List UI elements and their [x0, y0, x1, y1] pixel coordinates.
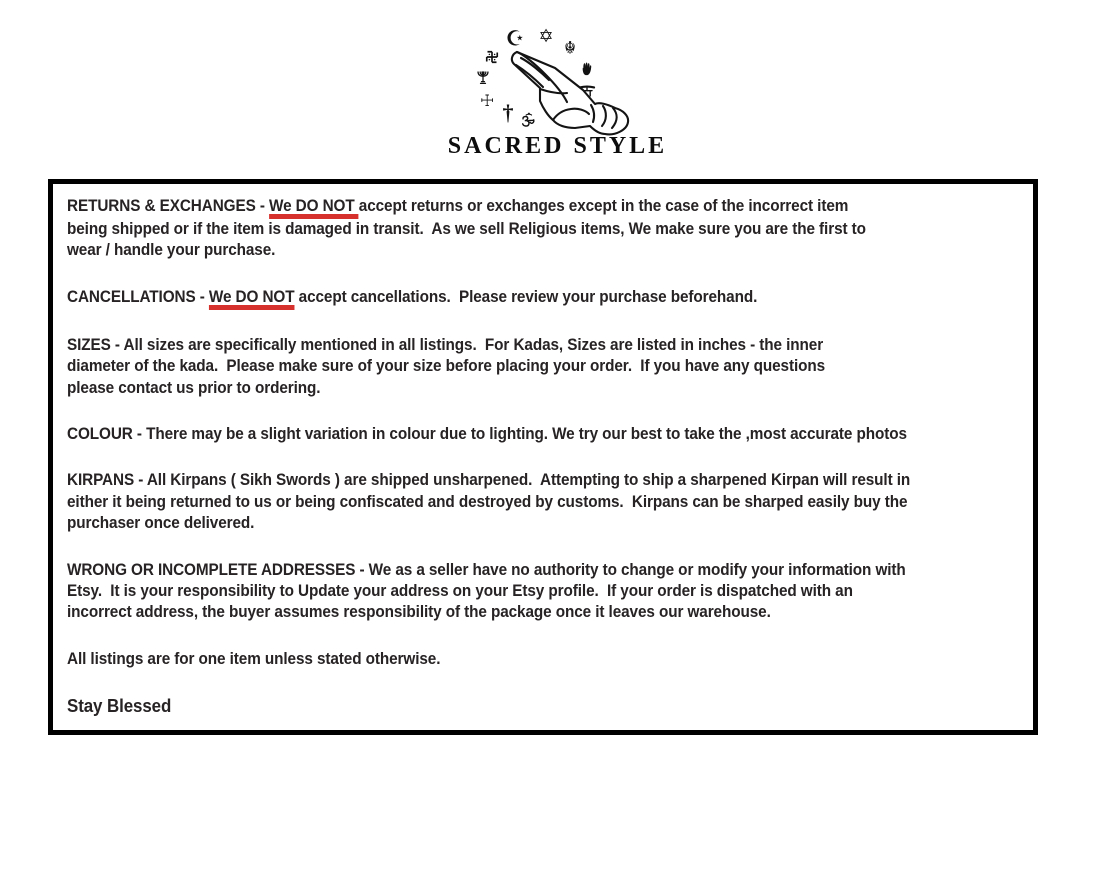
policy-text-line [67, 240, 962, 261]
policy-paragraph-wrong-or-incomplete-addresses [67, 560, 1019, 624]
policy-text-segment: SIZES - All sizes are specifically mentioned in all listings. For Kadas, Sizes are listed in inches - the inner [67, 335, 824, 354]
policy-text-line [67, 196, 962, 219]
policy-text-line [67, 470, 962, 491]
policy-text-line [67, 356, 962, 377]
policy-text-line [67, 492, 962, 513]
khanda-icon: ☬ [563, 38, 577, 59]
policy-text-line [67, 695, 962, 717]
policy-text-line [67, 649, 962, 670]
policy-paragraph-kirpans [67, 470, 1019, 534]
policy-text-line [67, 335, 962, 356]
policy-text-segment: Etsy. It is your responsibility to Update your address on your Etsy profile. If your order is dispatched with an [67, 582, 853, 601]
policy-text-segment: purchaser once delivered. [67, 514, 255, 533]
policy-text-segment: please contact us prior to ordering. [67, 378, 321, 397]
policy-paragraph-colour [67, 424, 1019, 445]
policy-text-segment: COLOUR - There may be a slight variation in colour due to lighting. We try our best to take the ,most accurate photos [67, 425, 907, 444]
policy-text-segment: accept cancellations. Please review your purchase beforehand. [294, 287, 758, 306]
policy-paragraph-single-item-note [67, 649, 1019, 670]
policy-text-segment: KIRPANS - All Kirpans ( Sikh Swords ) are shipped unsharpened. Attempting to ship a sharpened Kirpan will result in [67, 471, 911, 490]
cross-crosslet-icon: ☩ [479, 91, 495, 110]
policy-text-segment: CANCELLATIONS - [67, 287, 209, 306]
policy-paragraphs [67, 196, 1019, 717]
policy-text-line [67, 560, 962, 581]
brand-name: SACRED STYLE [447, 133, 668, 159]
menorah-icon [475, 69, 492, 86]
policy-paragraph-returns-exchanges [67, 196, 1019, 262]
red-underline-emphasis: We DO NOT [269, 199, 359, 219]
policy-text-segment: WRONG OR INCOMPLETE ADDRESSES - We as a seller have no authority to change or modify your information with [67, 560, 906, 579]
policy-text-line [67, 602, 962, 623]
policy-text-segment: All listings are for one item unless stated otherwise. [67, 649, 441, 668]
policy-text-line [67, 513, 962, 534]
policy-text-segment: RETURNS & EXCHANGES - [67, 197, 270, 215]
policy-paragraph-cancellations [67, 287, 1019, 310]
policy-text-line [67, 287, 962, 310]
policy-paragraph-sizes [67, 335, 1019, 399]
policy-text-segment: wear / handle your purchase. [67, 241, 276, 260]
latin-cross-icon: † [502, 100, 514, 125]
policy-text-segment: accept returns or exchanges except in the case of the incorrect item [358, 197, 849, 215]
policy-text-segment: incorrect address, the buyer assumes responsibility of the package once it leaves our warehouse. [67, 603, 771, 622]
star-of-david-icon: ✡ [538, 26, 554, 47]
policy-text-line [67, 581, 962, 602]
policy-box [48, 179, 1038, 735]
policy-text-segment: diameter of the kada. Please make sure of your size before placing your order. If you have any questions [67, 357, 826, 376]
policy-paragraph-sign-off [67, 695, 1019, 717]
shop-logo [410, 22, 665, 142]
policy-text-line [67, 219, 962, 240]
policy-text-segment: Stay Blessed [67, 696, 172, 717]
policy-text-line [67, 378, 962, 399]
policy-text-segment: being shipped or if the item is damaged in transit. As we sell Religious items, We make sure you are the first to [67, 220, 866, 238]
star-and-crescent-icon: ☪ [505, 26, 525, 51]
red-underline-emphasis: We DO NOT [209, 290, 295, 310]
policy-text-segment: either it being returned to us or being confiscated and destroyed by customs. Kirpans can be sharped easily buy the [67, 492, 908, 511]
praying-hands-icon [495, 46, 635, 141]
policy-text-line [67, 424, 962, 445]
